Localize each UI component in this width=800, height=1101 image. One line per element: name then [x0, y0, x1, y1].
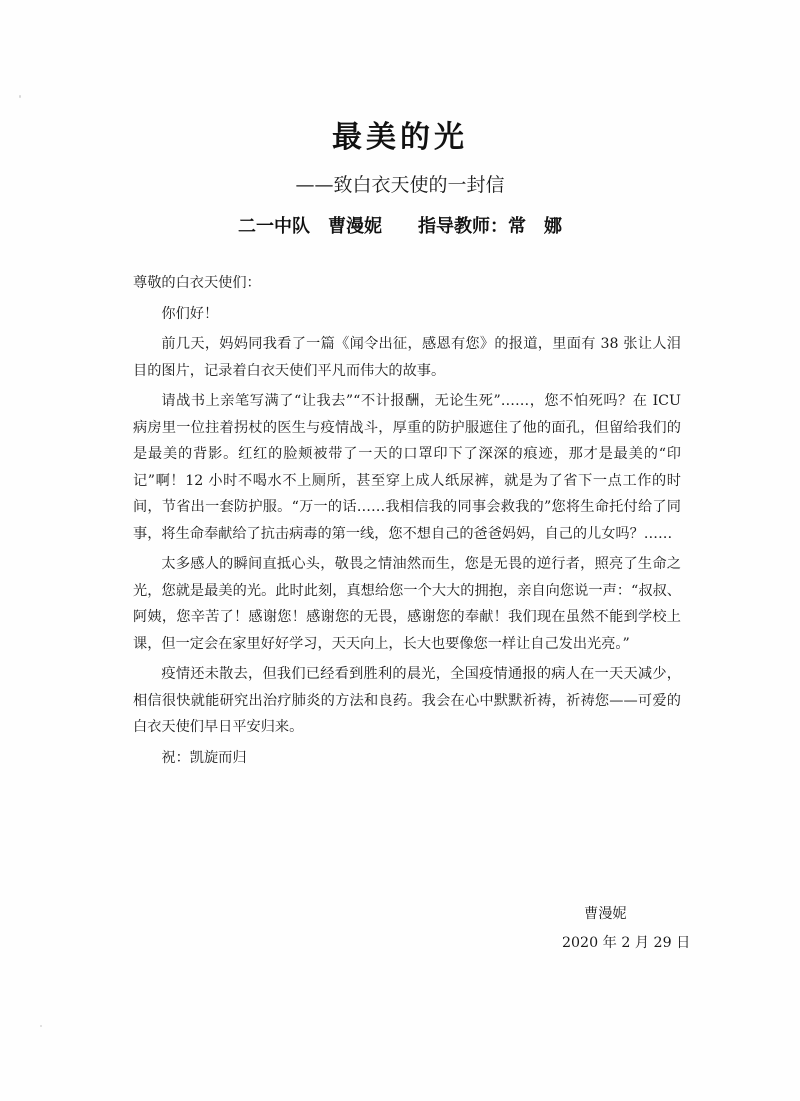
paragraph-4: 疫情还未散去，但我们已经看到胜利的晨光，全国疫情通报的病人在一天天减少，相信很快就能研究出治疗肺炎的方法和良药。我会在心中默默祈祷，祈祷您——可爱的白衣天使们早日平安归来。	[133, 666, 681, 735]
letter-body	[133, 270, 681, 775]
letter-title: 最美的光	[332, 120, 468, 155]
letter-date: 2020 年 2 月 29 日	[562, 935, 691, 951]
scan-speck	[19, 95, 21, 98]
paragraph-2: 请战书上亲笔写满了“让我去”“不计报酬，无论生死”……，您不怕死吗？在 ICU 病房里一位拄着拐杖的医生与疫情战斗，厚重的防护服遮住了他的面孔，但留给我们的是最美的背影。红红的脸颊被带了一天的口罩印下了深深的痕迹，那才是最美的“印记”啊！12 小时不喝水不上厕所，甚至穿上成人纸尿裤，就是为了省下一点工作的时间，节省出一套防护服。“万一的话……我相信我的同事会救我的”您将生命托付给了同事，将生命奉献给了抗击病毒的第一线，您不想自己的爸爸妈妈，自己的儿女吗？……	[133, 393, 681, 542]
closing-wish: 祝：凯旋而归	[161, 749, 247, 766]
letter-subtitle: ——致白衣天使的一封信	[295, 174, 505, 196]
paragraph-3: 太多感人的瞬间直抵心头，敬畏之情油然而生，您是无畏的逆行者，照亮了生命之光，您就是最美的光。此时此刻，真想给您一个大大的拥抱，亲自向您说一声：“叔叔、阿姨，您辛苦了！感谢您！感谢您的无畏，感谢您的奉献！我们现在虽然不能到学校上课，但一定会在家里好好学习，天天向上，长大也要像您一样让自己发出光亮。”	[133, 556, 681, 652]
paragraph-greeting: 你们好！	[161, 305, 219, 322]
signature: 曹漫妮	[584, 906, 627, 922]
paragraph-1: 前几天，妈妈同我看了一篇《闻令出征，感恩有您》的报道，里面有 38 张让人泪目的图片，记录着白衣天使们平凡而伟大的故事。	[133, 336, 681, 379]
scan-speck	[40, 1025, 42, 1027]
salutation: 尊敬的白衣天使们：	[133, 275, 261, 291]
author-line: 二一中队 曹漫妮 指导教师：常 娜	[238, 216, 562, 237]
